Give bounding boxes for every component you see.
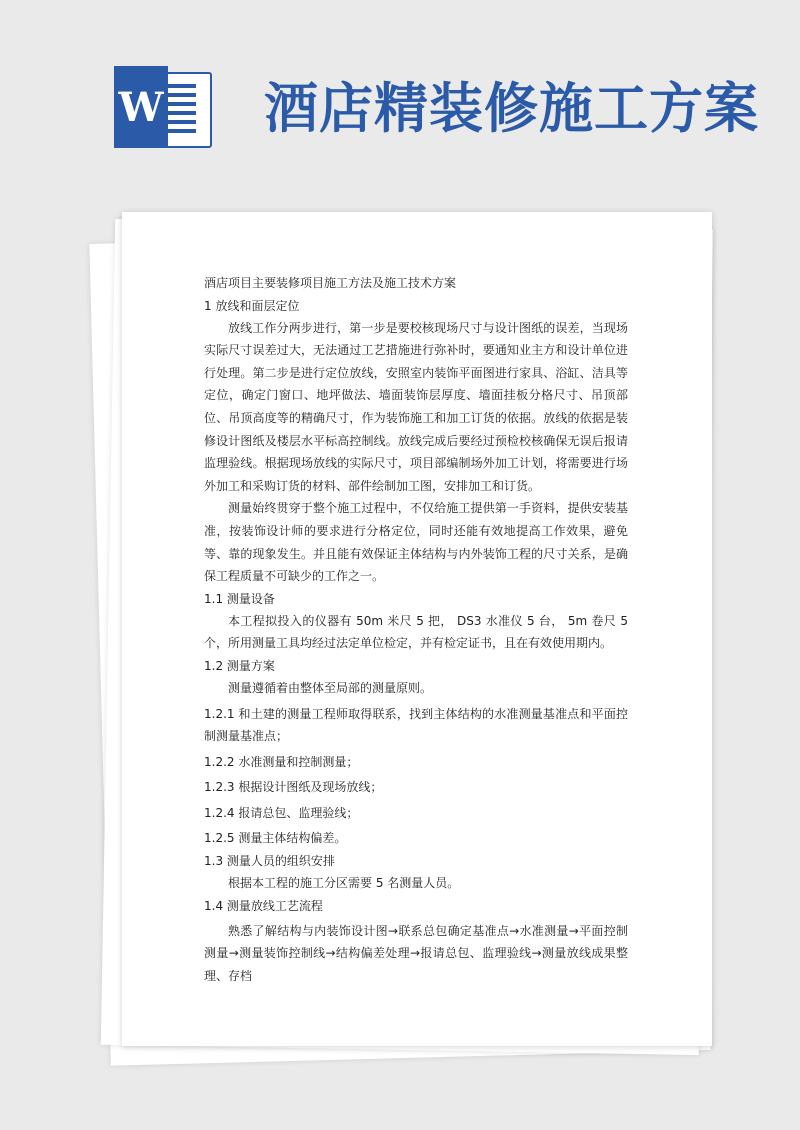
section-heading: 1 放线和面层定位 bbox=[204, 298, 300, 313]
list-item: 1.2.4 报请总包、监理验线； bbox=[204, 805, 359, 820]
list-item: 1.2.1 和土建的测量工程师取得联系，找到主体结构的水准测量基准点和平面控制测量基准点； bbox=[204, 706, 628, 744]
document-page bbox=[122, 212, 712, 1046]
document-title: 酒店项目主要装修项目施工方法及施工技术方案 bbox=[204, 276, 457, 290]
banner bbox=[0, 0, 800, 190]
paragraph: 根据本工程的施工分区需要 5 名测量人员。 bbox=[228, 876, 460, 891]
paragraph: 测量始终贯穿于整个施工过程中，不仅给施工提供第一手资料，提供安装基准，按装饰设计师的要求进行分格定位，同时还能有效地提高工作效果，避免等、靠的现象发生。并且能有效保证主体结构与内外装饰工程的尺寸关系，是确保工程质量不可缺少的工作之一。 bbox=[204, 501, 628, 584]
word-document-icon bbox=[108, 66, 216, 148]
list-item: 1.2.5 测量主体结构偏差。 bbox=[204, 831, 347, 846]
paragraph: 本工程拟投入的仪器有 50m 米尺 5 把， DS3 水准仪 5 台， 5m 卷尺 5 个，所用测量工具均经过法定单位检定，并有检定证书，且在有效使用期内。 bbox=[204, 613, 628, 651]
section-heading: 1.1 测量设备 bbox=[204, 591, 275, 606]
paragraph: 熟悉了解结构与内装饰设计图→联系总包确定基准点→水准测量→平面控制测量→测量装饰控制线→结构偏差处理→报请总包、监理验线→测量放线成果整理、存档 bbox=[204, 923, 628, 983]
banner-title: 酒店精装修施工方案 bbox=[264, 76, 759, 140]
section-heading: 1.4 测量放线工艺流程 bbox=[204, 898, 323, 913]
paragraph: 放线工作分两步进行，第一步是要校核现场尺寸与设计图纸的误差，当现场实际尺寸误差过大，无法通过工艺措施进行弥补时，要通知业主方和设计单位进行处理。第二步是进行定位放线，安照室内装饰平面图进行家具、浴缸、洁具等定位，确定门窗口、地坪做法、墙面装饰层厚度、墙面挂板分格尺寸、吊顶部位、吊顶高度等的精确尺寸，作为装饰施工和加工订货的依据。放线的依据是装修设计图纸及楼层水平标高控制线。放线完成后要经过预检校核确保无误后报请监理验线。根据现场放线的实际尺寸，项目部编制场外加工计划，将需要进行场外加工和采购订货的材料、部件绘制加工图，安排加工和订货。 bbox=[204, 320, 628, 493]
list-item: 1.2.2 水准测量和控制测量； bbox=[204, 754, 359, 769]
section-heading: 1.2 测量方案 bbox=[204, 658, 275, 673]
document-body bbox=[204, 272, 628, 987]
paragraph: 测量遵循着由整体至局部的测量原则。 bbox=[228, 680, 433, 695]
list-item: 1.2.3 根据设计图纸及现场放线； bbox=[204, 780, 383, 795]
word-icon-letter: W bbox=[114, 66, 168, 148]
section-heading: 1.3 测量人员的组织安排 bbox=[204, 854, 335, 869]
